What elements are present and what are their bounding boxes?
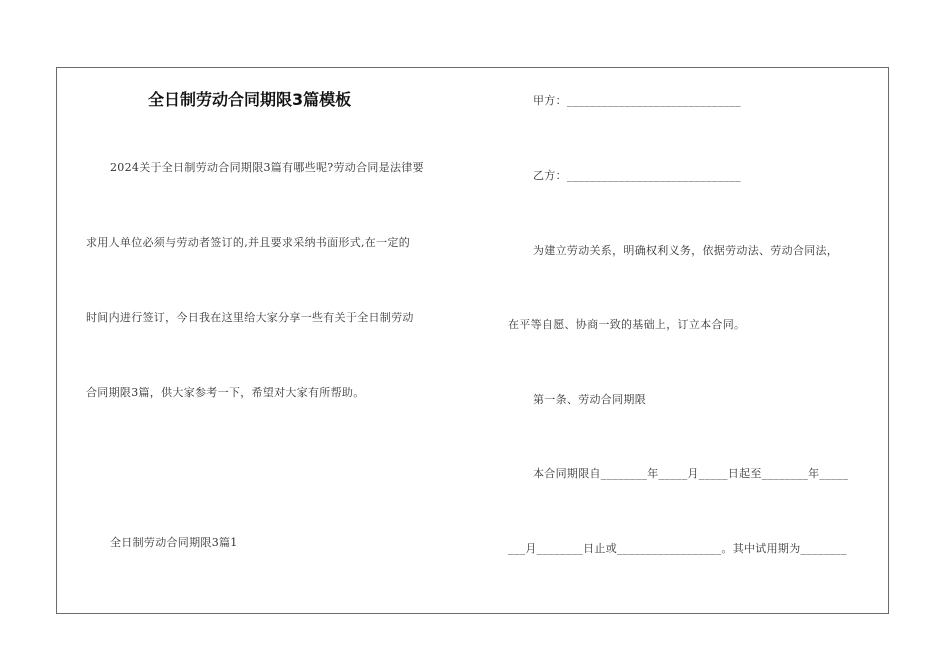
party-a-field: 甲方：______________________________ (533, 94, 741, 107)
term-line-1: 本合同期限自________年_____月_____日起至________年_____ (533, 467, 849, 480)
intro-line-3: 时间内进行签订，今日我在这里给大家分享一些有关于全日制劳动 (86, 311, 414, 324)
intro-line-4: 合同期限3篇，供大家参考一下，希望对大家有所帮助。 (86, 386, 365, 399)
party-b-field: 乙方：______________________________ (533, 169, 741, 182)
section-heading: 全日制劳动合同期限3篇1 (110, 536, 238, 549)
document-title: 全日制劳动合同期限3篇模板 (148, 90, 352, 109)
page-frame (56, 67, 889, 614)
paragraph-1-line-2: 在平等自愿、协商一致的基础上，订立本合同。 (508, 318, 746, 331)
paragraph-1-line-1: 为建立劳动关系，明确权利义务，依据劳动法、劳动合同法， (533, 244, 839, 257)
intro-line-2: 求用人单位必须与劳动者签订的,并且要求采纳书面形式,在一定的 (86, 236, 410, 249)
intro-line-1: 2024关于全日制劳动合同期限3篇有哪些呢?劳动合同是法律要 (110, 161, 424, 174)
article-1-heading: 第一条、劳动合同期限 (533, 393, 646, 406)
term-line-2: ___月________日止或__________________。其中试用期为________ (508, 542, 847, 555)
